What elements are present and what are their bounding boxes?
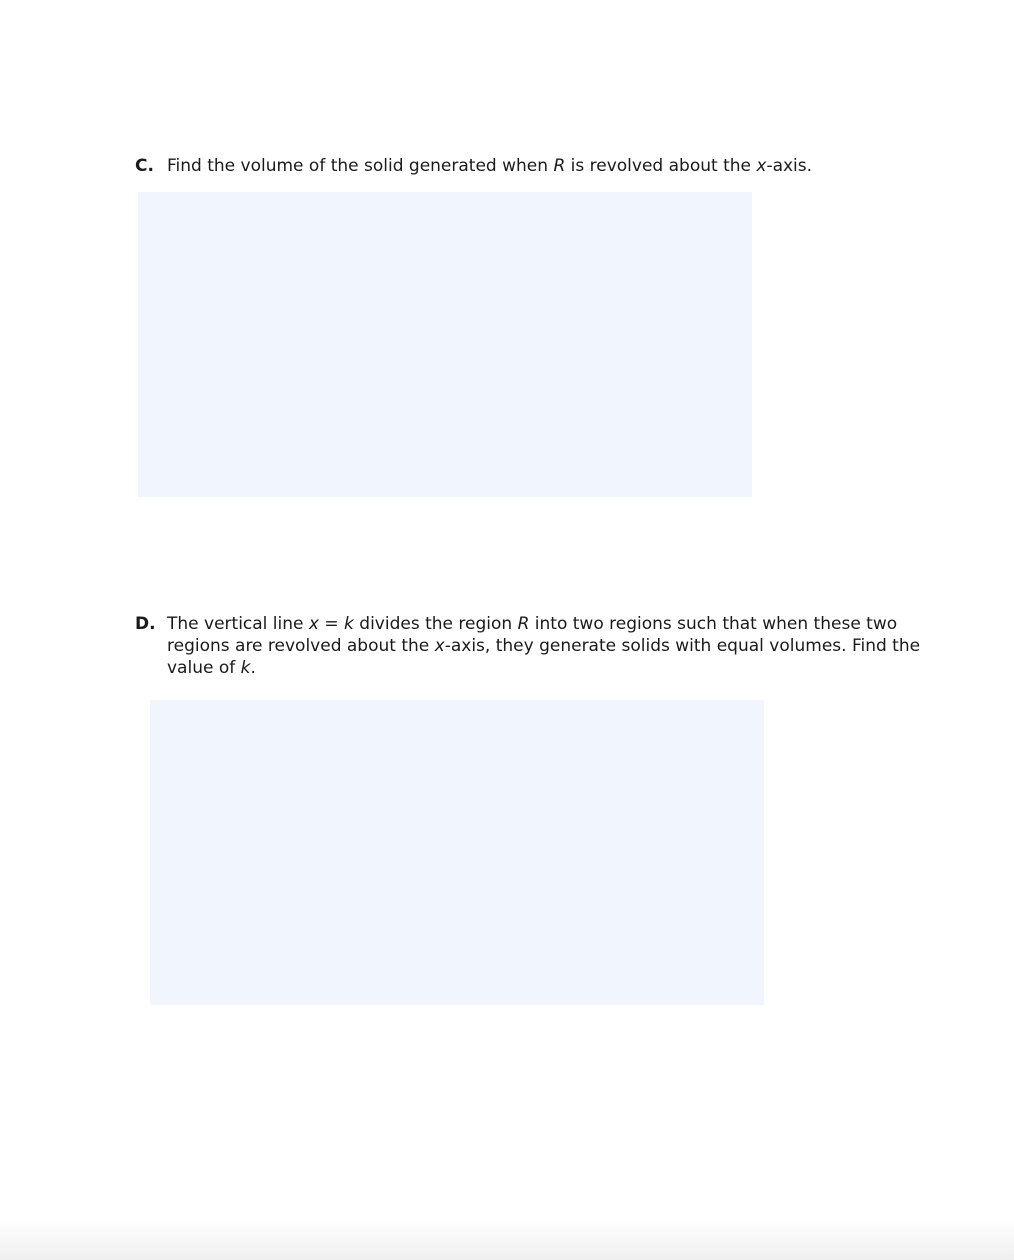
question-d-letter: D. <box>135 614 156 634</box>
page-bottom-shadow <box>0 1220 1014 1260</box>
question-c-text: Find the volume of the solid generated when R is revolved about the x-axis. <box>167 156 813 176</box>
answer-box-c[interactable] <box>138 192 752 497</box>
question-d <box>135 613 945 679</box>
question-c-letter: C. <box>135 156 154 176</box>
answer-box-d[interactable] <box>150 700 764 1005</box>
question-d-text: The vertical line x = k divides the region R into two regions such that when these two regions are revolved about the x-axis, they generate solids with equal volumes. Find the value of k. <box>167 614 921 678</box>
question-c <box>135 155 895 177</box>
